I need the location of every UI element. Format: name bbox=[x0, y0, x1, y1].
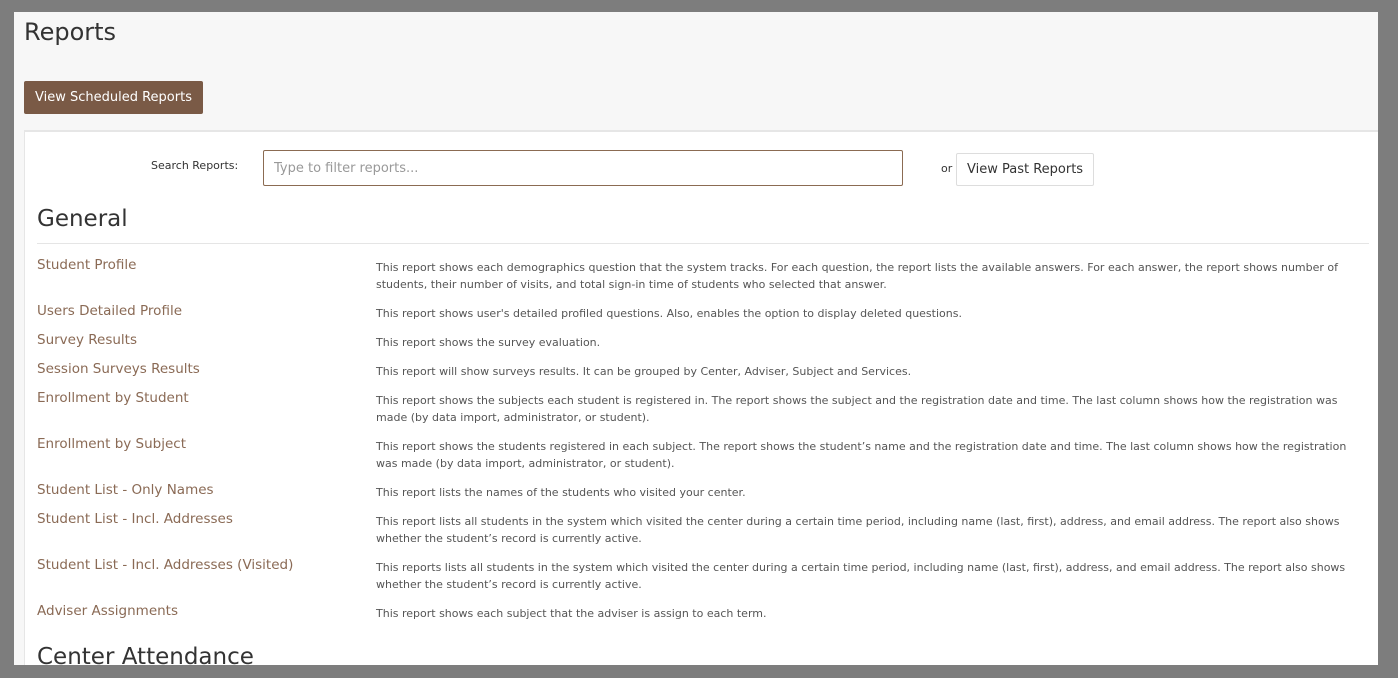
report-link-student-profile[interactable]: Student Profile bbox=[37, 257, 137, 273]
reports-panel bbox=[24, 130, 1378, 665]
report-description: This report shows each subject that the adviser is assign to each term. bbox=[376, 607, 767, 620]
view-past-reports-button[interactable]: View Past Reports bbox=[956, 153, 1094, 186]
report-description: This report lists the names of the students who visited your center. bbox=[376, 486, 746, 499]
report-link-session-surveys-results[interactable]: Session Surveys Results bbox=[37, 361, 200, 377]
report-link-enrollment-by-student[interactable]: Enrollment by Student bbox=[37, 390, 189, 406]
report-link-survey-results[interactable]: Survey Results bbox=[37, 332, 137, 348]
view-scheduled-reports-button[interactable]: View Scheduled Reports bbox=[24, 81, 203, 114]
report-link-enrollment-by-subject[interactable]: Enrollment by Subject bbox=[37, 436, 187, 452]
report-link-users-detailed-profile[interactable]: Users Detailed Profile bbox=[37, 303, 183, 319]
report-description: This report shows user's detailed profiled questions. Also, enables the option to display deleted questions. bbox=[376, 307, 962, 320]
report-description: This report shows the students registered in each subject. The report shows the student’s name and the registration date and time. The last column shows how the registration was made (by data import, administrator, or student). bbox=[376, 440, 1347, 470]
reports-page bbox=[14, 12, 1378, 665]
section-divider bbox=[37, 243, 1369, 244]
report-description: This report shows the survey evaluation. bbox=[376, 336, 601, 349]
report-link-student-list-incl-addresses[interactable]: Student List - Incl. Addresses bbox=[37, 511, 233, 527]
section-title-center-attendance: Center Attendance bbox=[37, 644, 254, 665]
search-input[interactable] bbox=[263, 150, 903, 186]
report-link-student-list-only-names[interactable]: Student List - Only Names bbox=[37, 482, 214, 498]
report-link-adviser-assignments[interactable]: Adviser Assignments bbox=[37, 603, 179, 619]
section-title-general: General bbox=[37, 206, 128, 232]
page-title: Reports bbox=[24, 18, 117, 46]
report-link-student-list-incl-addresses-visited[interactable]: Student List - Incl. Addresses (Visited) bbox=[37, 557, 294, 573]
report-description: This report shows each demographics question that the system tracks. For each question, the report lists the available answers. For each answer, the report shows number of students, their number of visits, and total sign-in time of students who selected that answer. bbox=[376, 261, 1339, 291]
report-description: This report will show surveys results. It can be grouped by Center, Adviser, Subject and Services. bbox=[376, 365, 912, 378]
search-label: Search Reports: bbox=[151, 159, 239, 172]
or-text: or bbox=[941, 162, 953, 175]
report-description: This reports lists all students in the system which visited the center during a certain time period, including name (last, first), address, and email address. The report also shows whether the student’s record is currently active. bbox=[376, 561, 1346, 591]
report-description: This report shows the subjects each student is registered in. The report shows the subject and the registration date and time. The last column shows how the registration was made (by data import, administrator, or student). bbox=[376, 394, 1338, 424]
report-description: This report lists all students in the system which visited the center during a certain time period, including name (last, first), address, and email address. The report also shows whether the student’s record is currently active. bbox=[376, 515, 1340, 545]
